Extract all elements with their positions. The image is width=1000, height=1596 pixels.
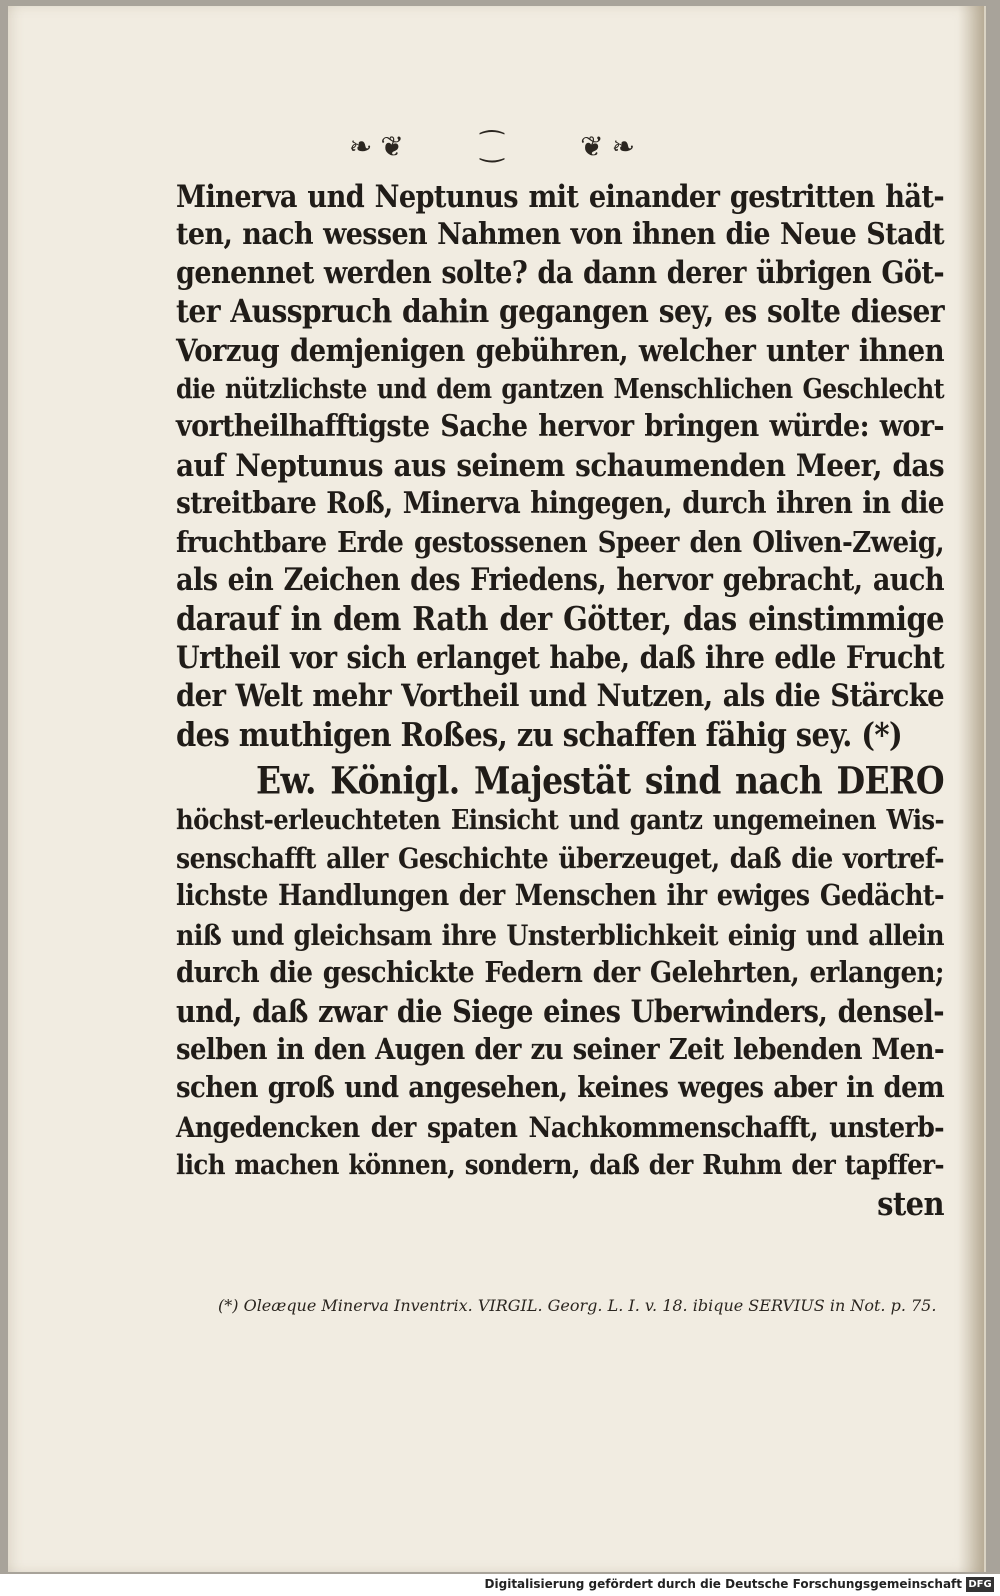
text-line: Urtheil vor sich erlanget habe, daß ihre edle Frucht xyxy=(176,639,944,676)
credit-text: Digitalisierung gefördert durch die Deutsche Forschungsgemeinschaft xyxy=(484,1577,962,1591)
digitization-credit-bar xyxy=(0,1574,1000,1596)
header-ornament xyxy=(8,130,984,163)
page-spine-shadow xyxy=(958,6,984,1572)
footnote: (*) Oleæque Minerva Inventrix. VIRGIL. Georg. L. I. v. 18. ibique SERVIUS in Not. p. 75. xyxy=(218,1296,937,1315)
catchword: sten xyxy=(877,1184,944,1223)
text-line: schen groß und angesehen, keines weges aber in dem xyxy=(176,1071,944,1106)
book-page xyxy=(8,6,986,1572)
text-line: als ein Zeichen des Friedens, hervor gebracht, auch xyxy=(176,563,944,598)
text-line: der Welt mehr Vortheil und Nutzen, als die Stärcke xyxy=(176,678,944,715)
text-line: Minerva und Neptunus mit einander gestritten hät- xyxy=(176,179,944,215)
text-line: höchst-erleuchteten Einsicht und gantz ungemeinen Wis- xyxy=(176,802,944,836)
text-line: und, daß zwar die Siege eines Uberwinders, densel- xyxy=(176,993,944,1030)
text-line: lich machen können, sondern, daß der Ruhm der tapffer- xyxy=(176,1148,944,1181)
body-text xyxy=(176,178,944,1223)
text-line: senschafft aller Geschichte überzeuget, daß die vortref- xyxy=(176,841,944,875)
text-line: auf Neptunus aus seinem schaumenden Meer, das xyxy=(176,446,944,484)
paragraph-1 xyxy=(176,178,944,754)
text-line: durch die geschickte Federn der Gelehrten, erlangen; xyxy=(176,955,944,990)
ornament-right: ❦❧ xyxy=(580,130,644,163)
ornament-left: ❧❦ xyxy=(348,130,412,163)
text-line: Vorzug demjenigen gebühren, welcher unter ihnen xyxy=(176,332,944,369)
text-line: darauf in dem Rath der Götter, das einstimmige xyxy=(176,600,944,639)
ornament-middle: ⁐ xyxy=(480,130,512,163)
text-line: lichste Handlungen der Menschen ihr ewiges Gedächt- xyxy=(176,879,944,914)
text-line: Angedencken der spaten Nachkommenschafft, unsterb- xyxy=(176,1109,944,1144)
text-line: ten, nach wessen Nahmen von ihnen die Neue Stadt xyxy=(176,217,944,253)
text-line: ter Ausspruch dahin gegangen sey, es solte dieser xyxy=(176,293,944,331)
text-line: des muthigen Roßes, zu schaffen fähig sey. (*) xyxy=(176,715,903,754)
text-line: genennet werden solte? da dann derer übrigen Göt- xyxy=(176,255,944,291)
text-line: selben in den Augen der zu seiner Zeit lebenden Men- xyxy=(176,1033,944,1067)
text-line: streitbare Roß, Minerva hingegen, durch ihren in die xyxy=(176,486,944,522)
text-line: Ew. Königl. Majestät sind nach DERO xyxy=(256,758,944,803)
text-line: vortheilhafftigste Sache hervor bringen würde: wor- xyxy=(176,409,944,445)
text-line: die nützlichste und dem gantzen Menschlichen Geschlecht xyxy=(176,373,944,405)
text-line: niß und gleichsam ihre Unsterblichkeit einig und allein xyxy=(176,917,944,952)
paragraph-2 xyxy=(176,758,944,1223)
dfg-logo: DFG xyxy=(966,1577,994,1592)
text-line: fruchtbare Erde gestossenen Speer den Oliven-Zweig, xyxy=(176,524,944,560)
